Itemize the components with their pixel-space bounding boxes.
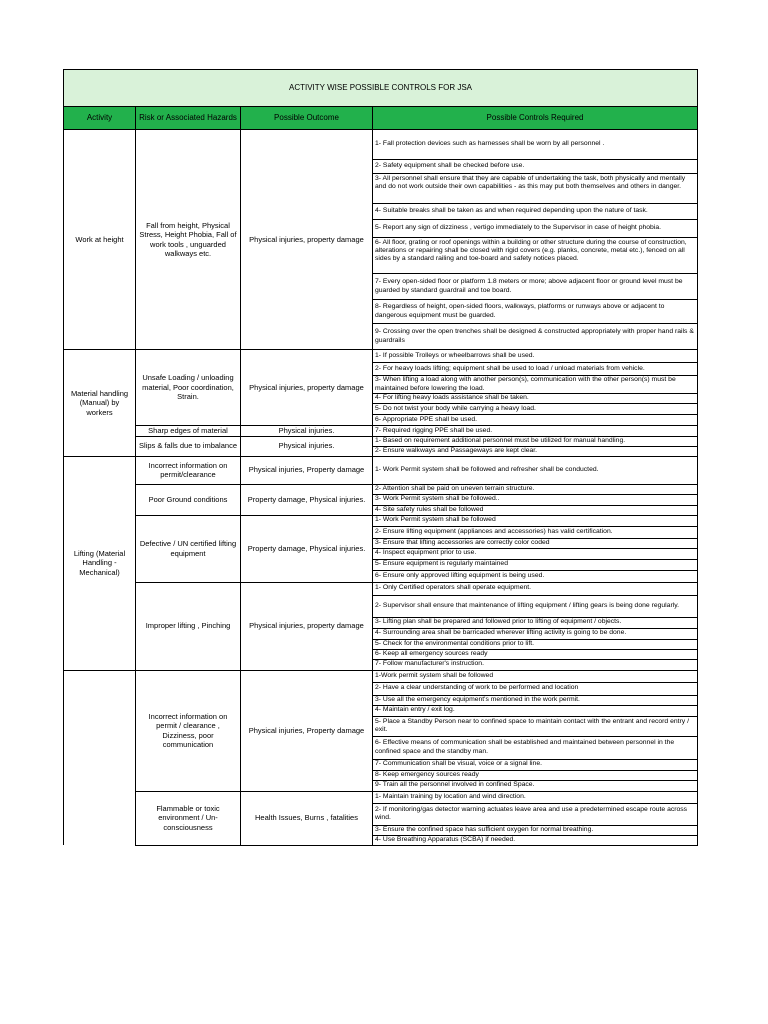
header-activity: Activity [64, 107, 136, 130]
control-item: 2- Attention shall be paid on uneven terrain structure. [373, 484, 698, 494]
hazard-cell: Fall from height, Physical Stress, Height Phobia, Fall of work tools , unguarded walkways etc. [136, 130, 241, 350]
outcome-cell: Property damage, Physical injuries. [241, 515, 373, 582]
control-item: 1- Fall protection devices such as harnesses shall be worn by all personnel . [373, 130, 698, 160]
activity-cell: Lifting (Material Handling - Mechanical) [64, 456, 136, 670]
title-row [64, 70, 698, 107]
outcome-cell: Physical injuries, property damage [241, 350, 373, 426]
control-item: 7- Communication shall be visual, voice or a signal line. [373, 759, 698, 770]
header-row [64, 107, 698, 130]
control-item: 3- Work Permit system shall be followed.. [373, 494, 698, 505]
control-item: 1- If possible Trolleys or wheelbarrows shall be used. [373, 350, 698, 363]
activity-cell [64, 670, 136, 845]
control-item: 6- Keep all emergency sources ready [373, 649, 698, 659]
header-hazards: Risk or Associated Hazards [136, 107, 241, 130]
control-item: 4- For lifting heavy loads assistance shall be taken. [373, 394, 698, 404]
control-item: 2- If monitoring/gas detector warning actuates leave area and use a predetermined escape route across wind. [373, 803, 698, 825]
activity-cell: Material handling (Manual) by workers [64, 350, 136, 457]
control-item: 1-Work permit system shall be followed [373, 670, 698, 682]
control-item: 2- Have a clear understanding of work to be performed and location [373, 682, 698, 695]
outcome-cell: Physical injuries, property damage [241, 582, 373, 670]
control-item: 5- Place a Standby Person near to confined space to maintain contact with the entrant and record entry / exit. [373, 716, 698, 736]
hazard-cell: Slips & falls due to imbalance [136, 436, 241, 456]
control-item: 2- Supervisor shall ensure that maintenance of lifting equipment / lifting gears is being done regularly. [373, 595, 698, 617]
outcome-cell: Physical injuries, Property damage [241, 456, 373, 484]
control-item: 5- Ensure equipment is regularly maintained [373, 559, 698, 570]
control-item: 8- Keep emergency sources ready [373, 770, 698, 780]
control-item: 7- Every open-sided floor or platform 1.8 meters or more; above adjacent floor or ground level must be guarded by standard guardrail and toe board. [373, 274, 698, 300]
hazard-cell: Unsafe Loading / unloading material, Poor coordination, Strain. [136, 350, 241, 426]
outcome-cell: Physical injuries. [241, 426, 373, 437]
control-item: 5- Do not twist your body while carrying a heavy load. [373, 404, 698, 415]
hazard-cell: Flammable or toxic environment / Un-consciousness [136, 791, 241, 845]
control-item: 4- Surrounding area shall be barricaded wherever lifting activity is going to be done. [373, 628, 698, 639]
control-item: 1- Based on requirement additional personnel must be utilized for manual handling. [373, 436, 698, 446]
control-item: 1- Maintain training by location and wind direction. [373, 791, 698, 803]
outcome-cell: Property damage, Physical injuries. [241, 484, 373, 515]
control-item: 6- Effective means of communication shall be established and maintained between personnel in the confined space and the standby man. [373, 736, 698, 759]
control-item: 4- Site safety rules shall be followed [373, 505, 698, 515]
hazard-cell: Sharp edges of material [136, 426, 241, 437]
header-controls: Possible Controls Required [373, 107, 698, 130]
outcome-cell: Physical injuries, Property damage [241, 670, 373, 791]
control-item: 3- Ensure that lifting accessories are correctly color coded [373, 538, 698, 548]
control-item: 4- Use Breathing Apparatus (SCBA) if needed. [373, 835, 698, 845]
hazard-cell: Incorrect information on permit / clearance , Dizziness, poor communication [136, 670, 241, 791]
table-row [64, 426, 698, 437]
control-item: 9- Train all the personnel involved in confined Space. [373, 780, 698, 791]
control-item: 4- Maintain entry / exit log. [373, 705, 698, 716]
table-row [64, 791, 698, 803]
control-item: 2- Ensure lifting equipment (appliances and accessories) has valid certification. [373, 526, 698, 538]
table-row [64, 350, 698, 363]
control-item: 7- Required rigging PPE shall be used. [373, 426, 698, 437]
table-row [64, 484, 698, 494]
table-title: ACTIVITY WISE POSSIBLE CONTROLS FOR JSA [64, 70, 698, 107]
table-row [64, 456, 698, 484]
control-item: 4- Inspect equipment prior to use. [373, 548, 698, 559]
control-item: 3- When lifting a load along with another person(s), communication with the other person(s) must be maintained before lowering the load. [373, 376, 698, 394]
control-item: 5- Report any sign of dizziness , vertigo immediately to the Supervisor in case of height phobia. [373, 220, 698, 238]
control-item: 5- Check for the environmental conditions prior to lift. [373, 639, 698, 649]
jsa-controls-table [63, 69, 698, 846]
control-item: 8- Regardless of height, open-sided floors, walkways, platforms or runways above or adjacent to dangerous equipment must be guarded. [373, 300, 698, 324]
control-item: 6- Ensure only approved lifting equipment is being used. [373, 570, 698, 582]
activity-cell: Work at height [64, 130, 136, 350]
control-item: 1- Work Permit system shall be followed [373, 515, 698, 526]
hazard-cell: Incorrect information on permit/clearance [136, 456, 241, 484]
control-item: 2- Safety equipment shall be checked before use. [373, 160, 698, 174]
control-item: 3- Lifting plan shall be prepared and followed prior to lifting of equipment / objects. [373, 617, 698, 628]
table-row [64, 515, 698, 526]
control-item: 3- Ensure the confined space has sufficient oxygen for normal breathing. [373, 825, 698, 835]
table-row [64, 670, 698, 682]
control-item: 6- Appropriate PPE shall be used. [373, 415, 698, 426]
table-row [64, 130, 698, 160]
hazard-cell: Defective / UN certified lifting equipment [136, 515, 241, 582]
hazard-cell: Poor Ground conditions [136, 484, 241, 515]
control-item: 6- All floor, grating or roof openings within a building or other structure during the course of construction, alterations or repairing shall be closed with rigid covers (e.g. planks, concrete, metal etc.), fenced on all sides by a standard railing and toe-board and safety notices placed. [373, 238, 698, 274]
control-item: 3- Use all the emergency equipment's mentioned in the work permit. [373, 695, 698, 705]
control-item: 1- Only Certified operators shall operate equipment. [373, 582, 698, 595]
control-item: 4- Suitable breaks shall be taken as and when required depending upon the nature of task. [373, 204, 698, 220]
outcome-cell: Physical injuries. [241, 436, 373, 456]
control-item: 7- Follow manufacturer's instruction. [373, 659, 698, 670]
outcome-cell: Physical injuries, property damage [241, 130, 373, 350]
control-item: 1- Work Permit system shall be followed and refresher shall be conducted. [373, 456, 698, 484]
table-row [64, 436, 698, 446]
hazard-cell: Improper lifting , Pinching [136, 582, 241, 670]
control-item: 3- All personnel shall ensure that they are capable of undertaking the task, both physically and mentally and do not work outside their own capabilities - as this may put both themselves and others in danger. [373, 174, 698, 204]
control-item: 2- Ensure walkways and Passageways are kept clear. [373, 446, 698, 456]
outcome-cell: Health Issues, Burns , fatalities [241, 791, 373, 845]
control-item: 9- Crossing over the open trenches shall be designed & constructed appropriately with proper hand rails & guardrails [373, 324, 698, 350]
table-row [64, 582, 698, 595]
control-item: 2- For heavy loads lifting; equipment shall be used to load / unload materials from vehicle. [373, 363, 698, 376]
header-outcome: Possible Outcome [241, 107, 373, 130]
